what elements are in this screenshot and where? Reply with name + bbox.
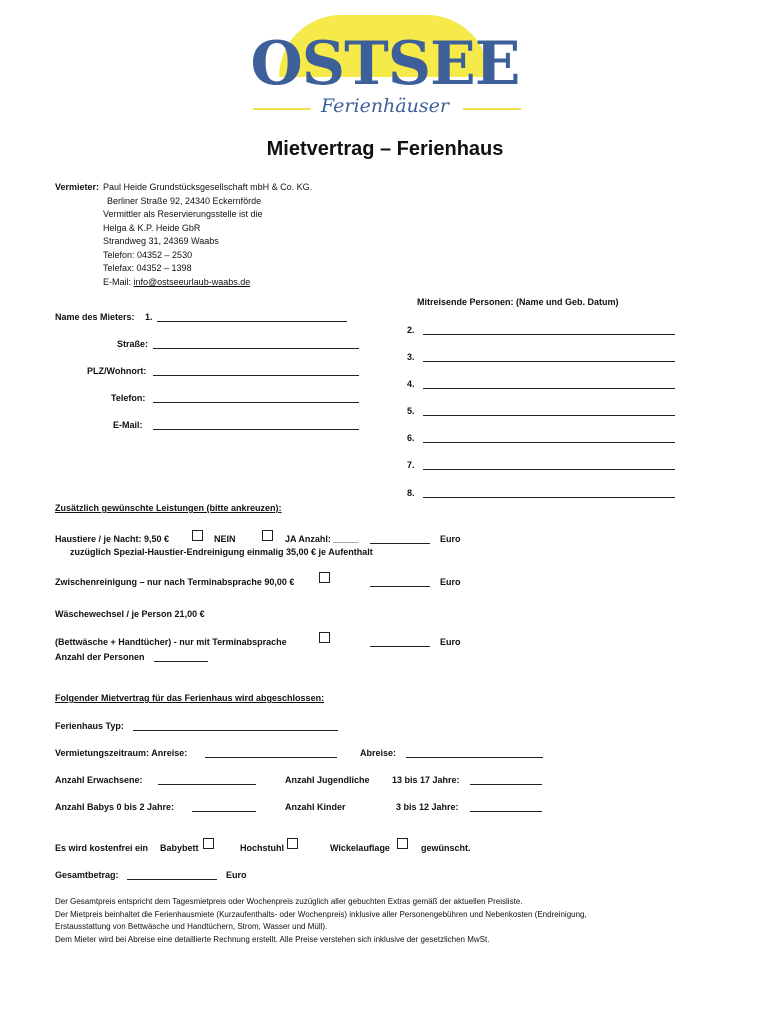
vermieter-label: Vermieter:	[55, 182, 100, 192]
telefon-label: Telefon:	[111, 393, 146, 403]
person-number-5: 5.	[407, 406, 415, 416]
anzahl-personen-label: Anzahl der Personen	[55, 652, 145, 662]
zwischen-checkbox[interactable]	[319, 572, 330, 583]
person-number-2: 2.	[407, 325, 415, 335]
person-number-3: 3.	[407, 352, 415, 362]
name-field[interactable]	[157, 321, 347, 322]
gesamt-label: Gesamtbetrag:	[55, 870, 119, 880]
jugendliche-range: 13 bis 17 Jahre:	[392, 775, 460, 785]
haustiere-label: Haustiere / je Nacht: 9,50 €	[55, 534, 170, 544]
jugendliche-field[interactable]	[470, 784, 542, 785]
person-number-7: 7.	[407, 460, 415, 470]
gesamt-field[interactable]	[127, 879, 217, 880]
email-label: E-Mail:	[103, 277, 134, 287]
haustier-euro-label: Euro	[440, 534, 461, 544]
email-link[interactable]: info@ostseeurlaub-waabs.de	[133, 277, 251, 287]
vermieter-line1: Paul Heide Grundstücksgesellschaft mbH & Co. KG.	[103, 182, 313, 192]
erwachsene-label: Anzahl Erwachsene:	[55, 775, 143, 785]
vermieter-line3: Vermittler als Reservierungsstelle ist die	[103, 209, 263, 219]
strasse-label: Straße:	[117, 339, 149, 349]
person-number-4: 4.	[407, 379, 415, 389]
haustier-euro-field[interactable]	[370, 543, 430, 544]
zwischen-euro-label: Euro	[440, 577, 461, 587]
kinder-field[interactable]	[470, 811, 542, 812]
person-field-2[interactable]	[423, 334, 675, 335]
waesche-label: Wäschewechsel / je Person 21,00 €	[55, 609, 205, 619]
kinder-range: 3 bis 12 Jahre:	[396, 802, 459, 812]
mieter-email-label: E-Mail:	[113, 420, 143, 430]
vermieter-line5: Strandweg 31, 24369 Waabs	[103, 236, 219, 246]
hochstuhl-label: Hochstuhl	[240, 843, 284, 853]
wickel-label: Wickelauflage	[330, 843, 390, 853]
kinder-label: Anzahl Kinder	[285, 802, 346, 812]
mieter-email-field[interactable]	[153, 429, 359, 430]
footer-text	[55, 896, 715, 946]
person-field-8[interactable]	[423, 497, 675, 498]
person-field-3[interactable]	[423, 361, 675, 362]
footer-p1: Der Gesamtpreis entspricht dem Tagesmietpreis oder Wochenpreis zuzüglich aller gebuchten Extras gemäß der aktuellen Preisliste.	[55, 897, 523, 906]
haustier-checkbox-2[interactable]	[262, 530, 273, 541]
anzahl-personen-field[interactable]	[154, 661, 208, 662]
nein-label: NEIN	[214, 534, 236, 544]
vermieter-fax: Telefax: 04352 – 1398	[103, 263, 192, 273]
logo-subtitle: Ferienhäuser	[321, 95, 449, 117]
strasse-field[interactable]	[153, 348, 359, 349]
abreise-field[interactable]	[406, 757, 543, 758]
plz-label: PLZ/Wohnort:	[87, 366, 147, 376]
person-number-6: 6.	[407, 433, 415, 443]
logo-brand: OSTSEE	[250, 29, 520, 99]
babybett-label: Babybett	[160, 843, 199, 853]
person-number-1: 1.	[145, 312, 153, 322]
ja-anzahl-label: JA Anzahl: _____	[285, 534, 359, 544]
vermieter-email-row	[103, 277, 250, 288]
name-label: Name des Mieters:	[55, 312, 135, 322]
babybett-checkbox[interactable]	[203, 838, 214, 849]
gewuenscht-label: gewünscht.	[421, 843, 471, 853]
hochstuhl-checkbox[interactable]	[287, 838, 298, 849]
waesche-checkbox[interactable]	[319, 632, 330, 643]
footer-p4: Dem Mieter wird bei Abreise eine detaillierte Rechnung erstellt. Alle Preise verstehen sich inklusive der gesetzlichen MwSt.	[55, 934, 490, 944]
plz-field[interactable]	[153, 375, 359, 376]
haustier-checkbox-1[interactable]	[192, 530, 203, 541]
jugendliche-label: Anzahl Jugendliche	[285, 775, 370, 785]
waesche-euro-field[interactable]	[370, 646, 430, 647]
wickel-checkbox[interactable]	[397, 838, 408, 849]
extras-heading: Zusätzlich gewünschte Leistungen (bitte ankreuzen):	[55, 503, 282, 513]
person-number-8: 8.	[407, 488, 415, 498]
babys-field[interactable]	[192, 811, 256, 812]
vermieter-line2: Berliner Straße 92, 24340 Eckernförde	[107, 196, 262, 206]
company-logo	[245, 15, 525, 123]
person-field-6[interactable]	[423, 442, 675, 443]
anreise-label: Vermietungszeitraum: Anreise:	[55, 748, 188, 758]
footer-p2: Der Mietpreis beinhaltet die Ferienhausmiete (Kurzaufenthalts- oder Wochenpreis) inklusive aller Personengebühren und Nebenkosten (Endreinigung,	[55, 909, 587, 919]
typ-label: Ferienhaus Typ:	[55, 721, 124, 731]
anreise-field[interactable]	[205, 757, 337, 758]
bettwaesche-label: (Bettwäsche + Handtücher) - nur mit Terminabsprache	[55, 637, 287, 647]
person-field-7[interactable]	[423, 469, 675, 470]
page-title: Mietvertrag – Ferienhaus	[266, 138, 504, 160]
vermieter-line4: Helga & K.P. Heide GbR	[103, 223, 201, 233]
vermieter-phone: Telefon: 04352 – 2530	[103, 250, 193, 260]
person-field-4[interactable]	[423, 388, 675, 389]
vertrag-heading: Folgender Mietvertrag für das Ferienhaus wird abgeschlossen:	[55, 693, 325, 703]
zwischen-label: Zwischenreinigung – nur nach Terminabsprache 90,00 €	[55, 577, 295, 587]
haustier-note: zuzüglich Spezial-Haustier-Endreinigung einmalig 35,00 € je Aufenthalt	[70, 547, 373, 557]
person-field-5[interactable]	[423, 415, 675, 416]
footer-p3: Erstausstattung von Bettwäsche und Handtüchern, Strom, Wasser und Müll).	[55, 922, 328, 931]
kostenfrei-label: Es wird kostenfrei ein	[55, 843, 149, 853]
zwischen-euro-field[interactable]	[370, 586, 430, 587]
typ-field[interactable]	[133, 730, 338, 731]
gesamt-euro-label: Euro	[226, 870, 247, 880]
persons-heading: Mitreisende Personen: (Name und Geb. Datum)	[417, 297, 619, 307]
abreise-label: Abreise:	[360, 748, 397, 758]
babys-label: Anzahl Babys 0 bis 2 Jahre:	[55, 802, 175, 812]
erwachsene-field[interactable]	[158, 784, 256, 785]
waesche-euro-label: Euro	[440, 637, 461, 647]
telefon-field[interactable]	[153, 402, 359, 403]
